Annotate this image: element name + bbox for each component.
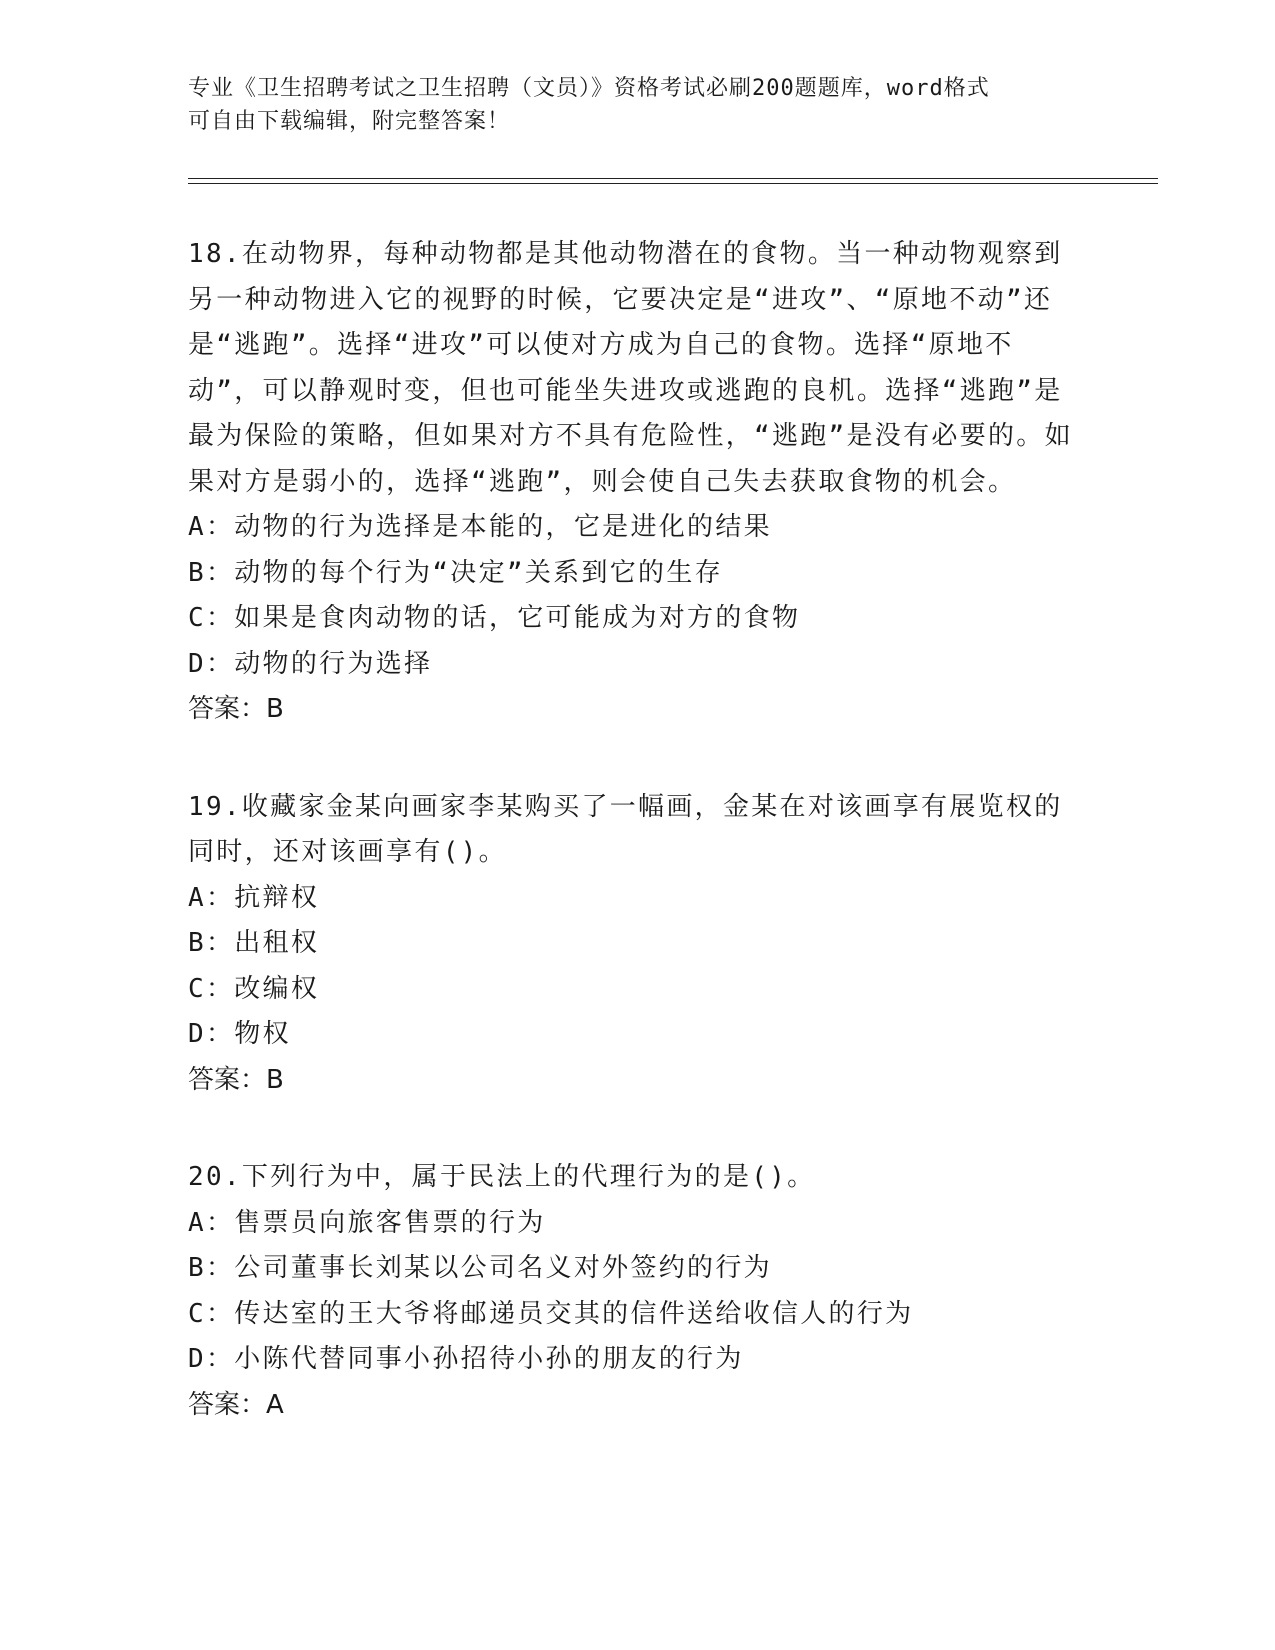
question-text: 20.下列行为中，属于民法上的代理行为的是()。 [188, 1162, 816, 1192]
header-divider [188, 178, 1158, 184]
question-text: 19.收藏家金某向画家李某购买了一幅画，金某在对该画享有展览权的同时，还对该画享有()。 [188, 791, 1063, 867]
option-a: A：售票员向旅客售票的行为 [188, 1207, 546, 1238]
option-c: C：改编权 [188, 973, 320, 1004]
page-header [188, 72, 1068, 138]
question-20 [188, 1155, 1088, 1428]
option-d: D：动物的行为选择 [188, 648, 433, 679]
answer: 答案：B [188, 694, 284, 724]
answer: 答案：A [188, 1389, 284, 1420]
option-d: D：小陈代替同事小孙招待小孙的朋友的行为 [188, 1344, 744, 1374]
header-line-1: 专业《卫生招聘考试之卫生招聘（文员）》资格考试必刷200题题库，word格式 [188, 76, 990, 101]
option-c: C：传达室的王大爷将邮递员交其的信件送给收信人的行为 [188, 1298, 914, 1329]
header-line-2: 可自由下载编辑，附完整答案！ [188, 109, 511, 134]
option-d: D：物权 [188, 1019, 291, 1049]
answer: 答案：B [188, 1064, 284, 1095]
option-b: B：出租权 [188, 928, 320, 958]
question-18 [188, 232, 1088, 733]
question-list [188, 232, 1088, 1480]
option-a: A：抗辩权 [188, 882, 320, 913]
option-b: B：公司董事长刘某以公司名义对外签约的行为 [188, 1253, 772, 1283]
question-19 [188, 785, 1088, 1104]
option-a: A：动物的行为选择是本能的，它是进化的结果 [188, 512, 772, 542]
option-b: B：动物的每个行为“决定”关系到它的生存 [188, 557, 723, 588]
question-text: 18.在动物界，每种动物都是其他动物潜在的食物。当一种动物观察到另一种动物进入它的视野的时候，它要决定是“进攻”、“原地不动”还是“逃跑”。选择“进攻”可以使对方成为自己的食物。选择“原地不动”，可以静观时变，但也可能坐失进攻或逃跑的良机。选择“逃跑”是最为保险的策略，但如果对方不具有危险性，“逃跑”是没有必要的。如果对方是弱小的，选择“逃跑”，则会使自己失去获取食物的机会。 [188, 239, 1073, 497]
option-c: C：如果是食肉动物的话，它可能成为对方的食物 [188, 603, 801, 633]
